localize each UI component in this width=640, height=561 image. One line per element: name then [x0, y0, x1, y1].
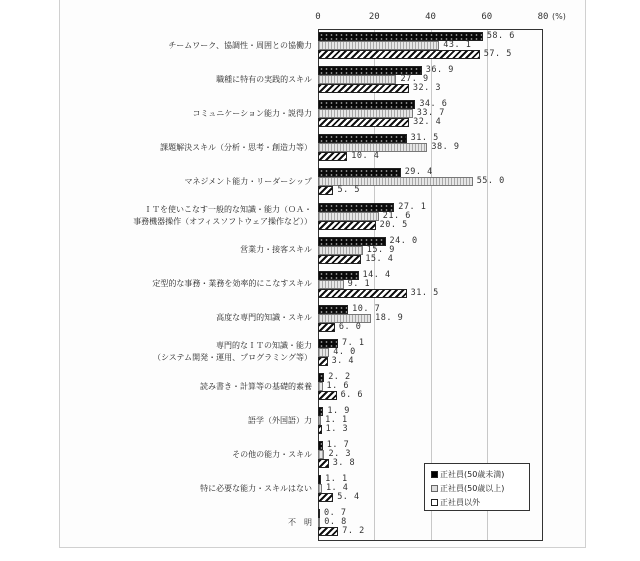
bar-value-label: 18. 9 [375, 312, 404, 323]
legend [424, 463, 530, 511]
category-label: 読み書き・計算等の基礎的素養 [200, 381, 312, 391]
bar-value-label: 1. 4 [325, 483, 349, 494]
bar [318, 373, 324, 382]
bar-value-label: 55. 0 [476, 176, 505, 187]
bar-value-label: 31. 5 [410, 287, 439, 298]
bar [318, 357, 328, 366]
bar-value-label: 7. 2 [342, 526, 365, 537]
bar [318, 323, 335, 332]
category-label: ＩＴを使いこなす一般的な知識・能力（ＯＡ・ 事務機器操作（オフィスソフトウェア操作など）） [133, 205, 312, 226]
bar [318, 425, 322, 434]
bar-value-label: 27. 1 [398, 201, 427, 212]
bar-value-label: 5. 4 [337, 492, 360, 503]
bar [318, 118, 409, 127]
bar-value-label: 4. 0 [333, 346, 356, 357]
bar [318, 348, 329, 357]
bar-value-label: 5. 5 [337, 185, 360, 196]
bar-value-label: 15. 9 [366, 244, 395, 255]
bar-value-label: 24. 0 [389, 235, 418, 246]
category-label: 専門的なＩＴの知識・能力 （システム開発・運用、プログラミング等） [152, 341, 312, 363]
bar-value-label: 10. 7 [352, 303, 381, 314]
category-label: 営業力・接客スキル [240, 245, 312, 255]
bar-value-label: 27. 9 [400, 74, 429, 85]
bar [318, 450, 324, 459]
category-label: 語学（外国語）力 [248, 415, 312, 425]
x-tick-label: 0 [315, 12, 321, 22]
bar [318, 84, 409, 93]
bar-value-label: 38. 9 [431, 142, 460, 153]
bar-value-label: 1. 9 [327, 406, 350, 417]
category-label: 職種に特有の実践的スキル [216, 74, 312, 84]
x-tick-label: 80 [537, 12, 549, 22]
category-label: 不 明 [288, 517, 312, 527]
category-label: 課題解決スキル（分析・思考・創造力等） [160, 142, 312, 152]
bar-value-label: 2. 3 [328, 449, 351, 460]
category-label: 定型的な事務・業務を効率的にこなすスキル [152, 279, 312, 289]
bar-value-label: 32. 4 [413, 117, 442, 128]
bar-value-label: 34. 6 [419, 99, 448, 110]
legend-swatch-black-icon [431, 471, 438, 478]
legend-item-over50: 正社員(50歳以上) [431, 481, 523, 495]
bar-value-label: 29. 4 [404, 167, 433, 178]
bar-value-label: 31. 5 [410, 133, 439, 144]
bar-value-label: 6. 0 [338, 321, 362, 332]
bar-value-label: 33. 7 [416, 108, 445, 119]
category-label: コミュニケーション能力・説得力 [192, 108, 312, 118]
bar-value-label: 1. 1 [325, 474, 348, 485]
bar-value-label: 57. 5 [483, 49, 512, 59]
bar-value-label: 2. 2 [328, 372, 351, 382]
bar-value-label: 36. 9 [425, 65, 454, 76]
bar-value-label: 9. 1 [347, 278, 371, 289]
bar [318, 100, 415, 109]
legend-swatch-grey-icon [431, 485, 438, 492]
bar-value-label: 3. 4 [331, 355, 355, 366]
bar [318, 382, 323, 391]
category-label: 特に必要な能力・スキルはない [200, 483, 312, 493]
x-tick-label: 40 [425, 12, 436, 22]
bar [318, 134, 407, 143]
bar [318, 527, 338, 536]
bar-value-label: 21. 6 [382, 210, 411, 221]
bar-value-label: 6. 6 [340, 390, 364, 400]
bar [318, 152, 347, 161]
bar [318, 255, 361, 264]
legend-item-non-regular: 正社員以外 [431, 495, 523, 509]
bar [318, 246, 363, 255]
bar [318, 509, 320, 518]
axis-unit-label: (%) [552, 12, 566, 21]
bar-value-label: 14. 4 [362, 269, 391, 280]
bar-value-label: 15. 4 [365, 253, 394, 264]
bar-value-label: 1. 1 [325, 415, 348, 426]
bar [318, 168, 401, 177]
bar-value-label: 3. 8 [332, 458, 356, 469]
bar-value-label: 20. 5 [379, 219, 408, 230]
bar [318, 41, 439, 50]
bar [318, 212, 379, 221]
bar [318, 493, 333, 502]
bar-value-label: 1. 7 [326, 440, 350, 451]
bar [318, 305, 348, 314]
bar-value-label: 10. 4 [351, 151, 380, 162]
category-label: マネジメント能力・リーダーシップ [184, 176, 312, 186]
bar-value-label: 7. 1 [341, 337, 365, 348]
category-label: チームワーク、協調性・周囲との協働力 [168, 40, 312, 50]
bar-value-label: 0. 8 [324, 517, 347, 528]
bar [318, 518, 320, 527]
bar [318, 391, 337, 400]
bar [318, 459, 329, 468]
bar [318, 186, 333, 195]
bar [318, 289, 407, 298]
category-label: 高度な専門的知識・スキル [216, 313, 312, 323]
bar-value-label: 1. 6 [326, 381, 349, 391]
bar [318, 475, 321, 484]
bar [318, 280, 344, 289]
x-tick-label: 60 [481, 12, 493, 22]
bar [318, 50, 480, 59]
bar [318, 407, 323, 416]
x-tick-label: 20 [368, 12, 380, 22]
bar [318, 109, 413, 118]
legend-swatch-hatch-icon [431, 499, 438, 506]
bar [318, 484, 322, 493]
category-label: その他の能力・スキル [232, 449, 312, 459]
bar-value-label: 0. 7 [324, 508, 347, 519]
bar-value-label: 58. 6 [486, 31, 515, 41]
legend-item-under50: 正社員(50歳未満) [431, 467, 523, 481]
bar [318, 416, 321, 425]
bar-value-label: 32. 3 [412, 83, 441, 94]
bar [318, 441, 323, 450]
bar [318, 75, 396, 84]
bar-value-label: 43. 1 [443, 40, 472, 50]
bar-value-label: 1. 3 [325, 424, 349, 435]
bar [318, 221, 376, 230]
